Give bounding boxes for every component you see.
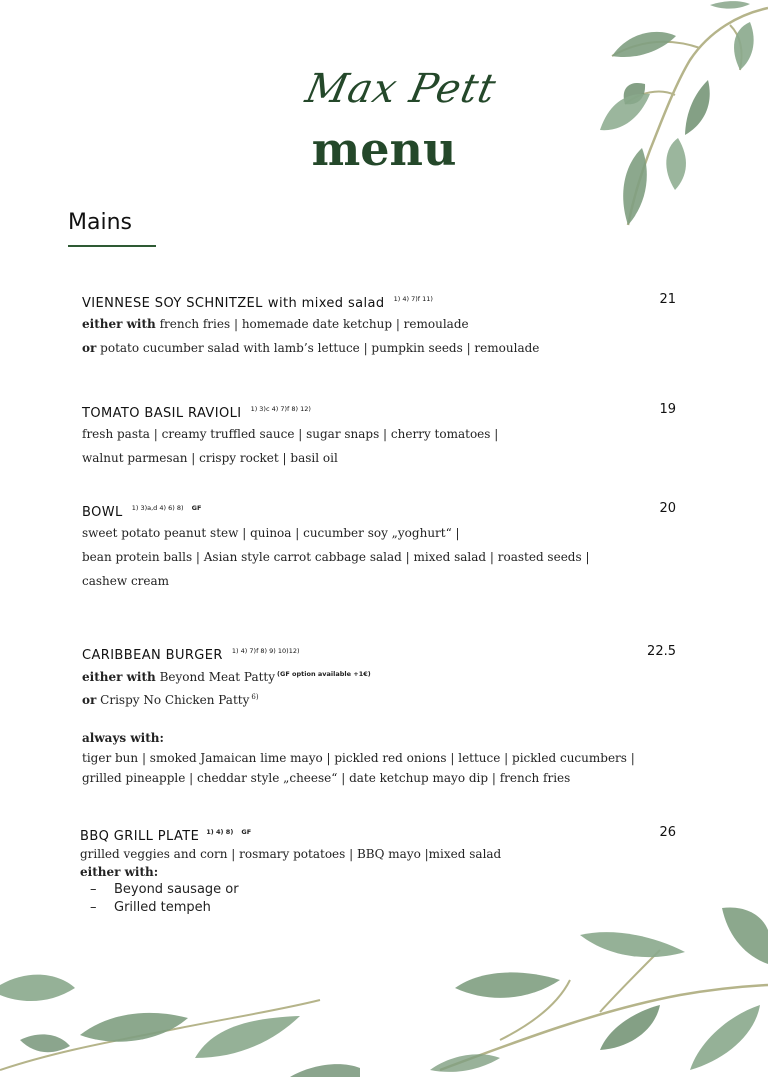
item-price: 22.5 (647, 644, 676, 659)
item-line: fresh pasta | creamy truffled sauce | sugar snaps | cherry tomatoes | (82, 427, 499, 441)
item-line: cashew cream (82, 574, 170, 588)
item-price: 26 (659, 825, 676, 840)
item-name: BBQ GRILL PLATE (80, 829, 200, 844)
menu-item-burger (82, 644, 678, 788)
item-price: 20 (659, 501, 676, 516)
option-list (80, 881, 678, 917)
allergen-codes: 1) 3)a,d 4) 6) 8) (131, 504, 184, 512)
menu-item-ravioli (82, 402, 678, 470)
item-line: either with Beyond Meat Patty $^{(GF option available +1€)}$ (82, 670, 371, 684)
item-name: CARIBBEAN BURGER (82, 648, 223, 663)
gluten-free-badge: GF (241, 828, 252, 836)
item-line: tiger bun | smoked Jamaican lime mayo | pickled red onions | lettuce | pickled cucumbers | (82, 751, 635, 765)
gluten-free-badge: GF (191, 504, 202, 512)
allergen-codes: 1) 4) 7)f 11) (393, 295, 433, 303)
allergen-codes: 1) 3)c 4) 7)f 8) 12) (250, 405, 311, 413)
item-line: either with french fries | homemade date ketchup | remoulade (82, 317, 469, 331)
either-with-label: either with: (80, 865, 159, 879)
item-line: walnut parmesan | crispy rocket | basil oil (82, 451, 338, 465)
allergen-codes: 1) 4) 7)f 8) 9) 10)12) (231, 647, 300, 655)
item-name: TOMATO BASIL RAVIOLI (82, 406, 242, 421)
item-line: sweet potato peanut stew | quinoa | cucumber soy „yoghurt“ | (82, 526, 460, 540)
option-item: – Grilled tempeh (90, 900, 211, 915)
item-name-suffix: with mixed salad (267, 296, 385, 311)
menu-item-schnitzel (82, 292, 678, 360)
item-name: BOWL (82, 505, 123, 520)
menu-item-bowl (82, 501, 678, 593)
item-line: or potato cucumber salad with lamb’s lettuce | pumpkin seeds | remoulade (82, 341, 540, 355)
item-line: bean protein balls | Asian style carrot cabbage salad | mixed salad | roasted seeds | (82, 550, 590, 564)
brand-script-logo: Max Pett (301, 66, 501, 112)
leaf-branch-bottom-icon (0, 900, 768, 1077)
option-item: – Beyond sausage or (90, 882, 239, 897)
item-line: grilled veggies and corn | rosmary potatoes | BBQ mayo |mixed salad (80, 847, 502, 861)
brand-menu-title: menu (311, 122, 457, 176)
item-price: 21 (659, 292, 676, 307)
allergen-codes: 1) 4) 8) (206, 828, 234, 836)
section-underline (68, 245, 156, 247)
section-title: Mains (68, 210, 132, 235)
menu-item-bbq-plate (80, 825, 678, 917)
item-name: VIENNESE SOY SCHNITZEL (82, 296, 263, 311)
item-line: grilled pineapple | cheddar style „cheese“ | date ketchup mayo dip | french fries (82, 771, 571, 785)
item-price: 19 (659, 402, 676, 417)
leaf-branch-top-right-icon (590, 0, 768, 230)
always-with-label: always with: (82, 731, 164, 745)
item-line: or Crispy No Chicken Patty $^{6)}$ (82, 693, 259, 707)
